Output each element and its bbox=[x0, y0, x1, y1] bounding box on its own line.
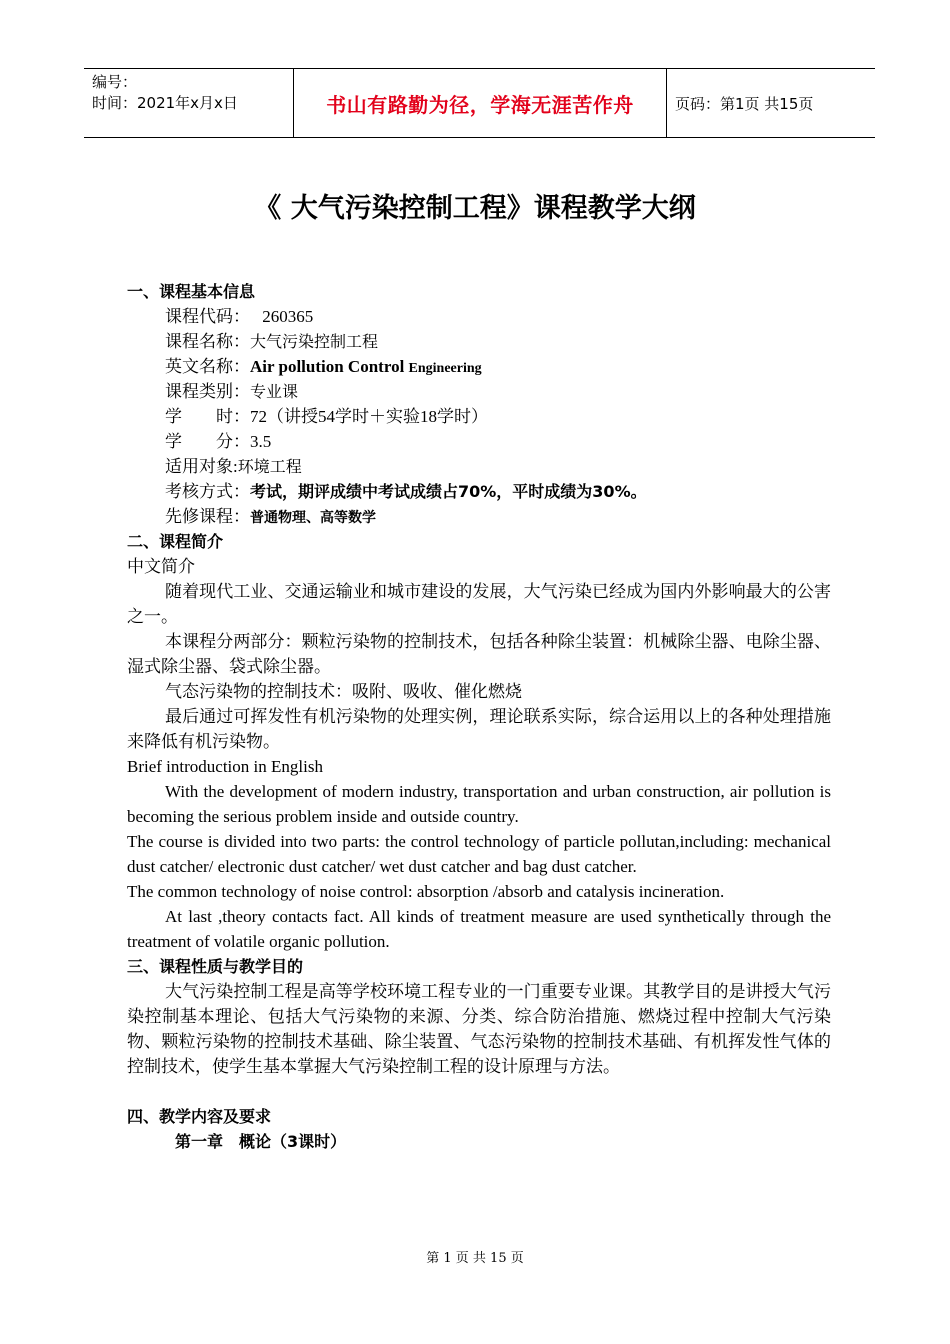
english-name-value-main: Air pollution Control bbox=[250, 357, 405, 376]
en-intro-p1: With the development of modern industry, transportation and urban construction, air pollution is becoming the serious problem inside and outside country. bbox=[127, 782, 831, 826]
target-value: 环境工程 bbox=[237, 457, 302, 476]
course-code-row bbox=[127, 304, 831, 329]
header-motto: 书山有路勤为径，学海无涯苦作舟 bbox=[326, 92, 634, 117]
english-name-label: 英文名称： bbox=[165, 357, 250, 376]
target-row bbox=[127, 454, 831, 479]
cn-intro-p2: 本课程分两部分：颗粒污染物的控制技术，包括各种除尘装置：机械除尘器、电除尘器、湿式除尘器、袋式除尘器。 bbox=[127, 632, 831, 676]
course-code-value: 260365 bbox=[262, 307, 314, 326]
exam-row bbox=[127, 479, 831, 504]
course-type-label: 课程类别： bbox=[165, 382, 250, 401]
en-intro-p4: At last ,theory contacts fact. All kinds of treatment measure are used synthetically through the treatment of volatile organic pollution. bbox=[127, 907, 831, 951]
cn-intro-p4: 最后通过可挥发性有机污染物的处理实例，理论联系实际，综合运用以上的各种处理措施来降低有机污染物。 bbox=[127, 707, 831, 751]
header-motto-cell bbox=[293, 69, 667, 137]
english-name-value-small: Engineering bbox=[408, 361, 482, 376]
credits-label: 学 分： bbox=[165, 432, 250, 451]
cn-intro-title: 中文简介 bbox=[127, 557, 195, 576]
section4-heading: 四、教学内容及要求 bbox=[127, 1107, 272, 1126]
hours-value: 72（讲授54学时＋实验18学时） bbox=[250, 407, 488, 426]
en-intro-p2: The course is divided into two parts: the control technology of particle pollutan,including: mechanical dust catcher/ electronic dust catcher/ wet dust catcher and bag dust catcher. bbox=[127, 832, 831, 876]
chapter1-heading: 第一章 概论（3课时） bbox=[175, 1132, 347, 1151]
page-header bbox=[84, 68, 875, 138]
header-page-label: 页码：第1页 共15页 bbox=[675, 94, 814, 113]
hours-label: 学 时： bbox=[165, 407, 250, 426]
header-page-cell bbox=[667, 69, 875, 137]
en-intro-title: Brief introduction in English bbox=[127, 757, 323, 776]
section3-p1: 大气污染控制工程是高等学校环境工程专业的一门重要专业课。其教学目的是讲授大气污染控制基本理论、包括大气污染物的来源、分类、综合防治措施、燃烧过程中控制大气污染物、颗粒污染物的控制技术基础、除尘装置、气态污染物的控制技术基础、有机挥发性气体的控制技术，使学生基本掌握大气污染控制工程的设计原理与方法。 bbox=[127, 982, 831, 1076]
course-name-label: 课程名称： bbox=[165, 332, 250, 351]
spacer bbox=[127, 1079, 831, 1104]
course-code-label: 课程代码： bbox=[165, 307, 250, 326]
prereq-row bbox=[127, 504, 831, 529]
time-label: 时间：2021年x月x日 bbox=[92, 94, 238, 112]
hours-row bbox=[127, 404, 831, 429]
page-footer: 第 1 页 共 15 页 bbox=[426, 1251, 524, 1266]
cn-intro-p3: 气态污染物的控制技术：吸附、吸收、催化燃烧 bbox=[165, 682, 522, 701]
cn-intro-p1: 随着现代工业、交通运输业和城市建设的发展，大气污染已经成为国内外影响最大的公害之一。 bbox=[127, 582, 831, 626]
course-type-value: 专业课 bbox=[250, 382, 299, 401]
en-intro-p3: The common technology of noise control: absorption /absorb and catalysis incineration. bbox=[127, 882, 725, 901]
course-name-value: 大气污染控制工程 bbox=[250, 332, 379, 351]
section2-heading: 二、课程简介 bbox=[127, 532, 224, 551]
section3-heading: 三、课程性质与教学目的 bbox=[127, 957, 304, 976]
course-name-row bbox=[127, 329, 831, 354]
prereq-label: 先修课程： bbox=[165, 507, 250, 526]
section1-heading: 一、课程基本信息 bbox=[127, 282, 256, 301]
target-label: 适用对象: bbox=[165, 457, 238, 476]
header-meta bbox=[84, 69, 293, 137]
course-type-row bbox=[127, 379, 831, 404]
prereq-value: 普通物理、高等数学 bbox=[250, 510, 376, 526]
document-body bbox=[127, 279, 831, 1154]
exam-value: 考试，期评成绩中考试成绩占70%，平时成绩为30%。 bbox=[250, 482, 647, 501]
credits-value: 3.5 bbox=[250, 432, 272, 451]
number-label: 编号： bbox=[92, 73, 138, 91]
english-name-row bbox=[127, 354, 831, 379]
document-title: 《 大气污染控制工程》课程教学大纲 bbox=[254, 193, 696, 224]
credits-row bbox=[127, 429, 831, 454]
exam-label: 考核方式： bbox=[165, 482, 250, 501]
